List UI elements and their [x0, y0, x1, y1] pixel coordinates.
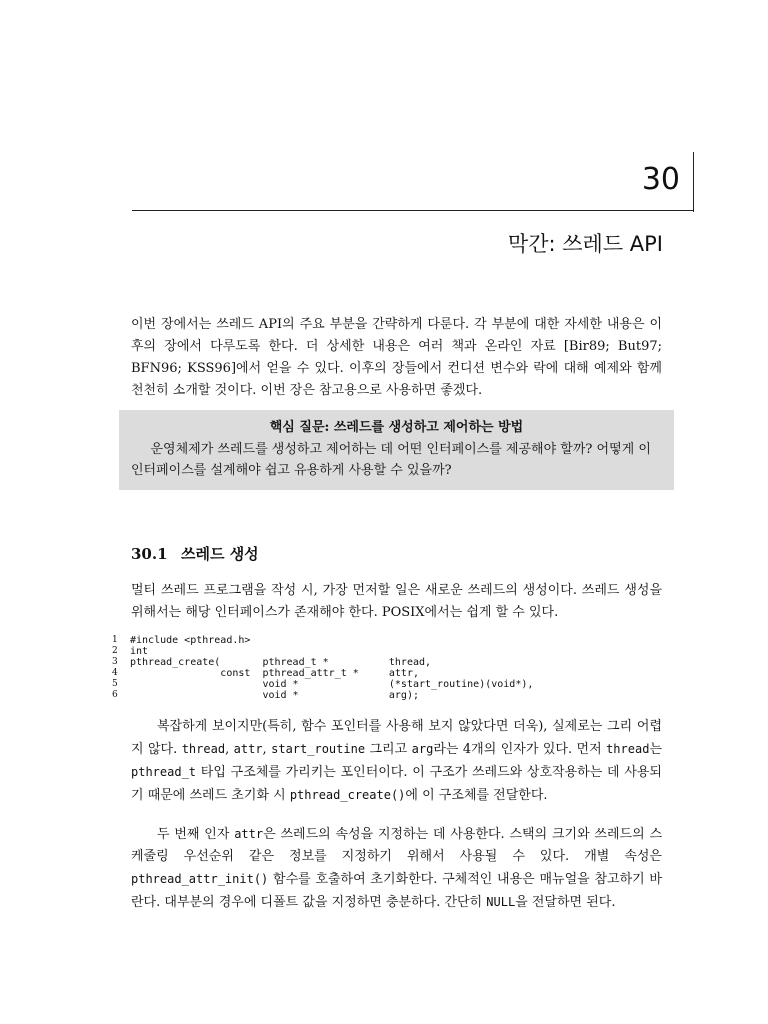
code-line-number: 6 — [112, 690, 118, 700]
code-line-number: 1 — [112, 635, 118, 645]
inline-code: start_routine — [271, 742, 366, 756]
code-line-text: int — [130, 646, 149, 657]
text-run: 함수를 호출하여 초기화한다. 구체적인 내용은 매뉴얼을 참고하기 바란다. 대부분의 경우에 디폴트 값을 지정하면 충분하다. 간단히 — [131, 872, 662, 910]
paragraph-attr — [131, 823, 662, 914]
code-line-text: const pthread_attr_t * attr, — [130, 668, 419, 679]
paragraph-arguments — [131, 716, 662, 807]
text-run: 라는 4개의 인자가 있다. 먼저 — [433, 742, 607, 757]
code-listing — [112, 635, 672, 701]
section-number: 30.1 — [131, 545, 168, 563]
inline-code: thread — [181, 742, 226, 756]
inline-code: attr — [233, 742, 263, 756]
code-line — [112, 668, 672, 679]
inline-code: arg — [411, 742, 434, 756]
text-run: 에 이 구조체를 전달한다. — [405, 788, 548, 803]
inline-code: thread — [606, 742, 650, 756]
text-run: 은 쓰레드의 속성을 지정하는 데 사용한다. 스택의 크기와 쓰레드의 스케줄링 우선순위 같은 정보를 지정하기 위해서 사용될 수 있다. 개별 속성은 — [131, 827, 663, 864]
crux-title: 핵심 질문: 쓰레드를 생성하고 제어하는 방법 — [269, 420, 524, 435]
code-line — [112, 690, 672, 701]
text-run: 는 — [649, 742, 662, 757]
code-line-number: 4 — [112, 668, 118, 678]
text-run: 복잡하게 보이지만(특히, 함수 포인터를 사용해 보지 않았다면 더욱), 실제로는 그리 어렵지 않다. — [131, 719, 662, 757]
text-run: 타입 구조체를 가리키는 포인터이다. 이 구조가 쓰레드와 상호작용하는 데 사용되기 때문에 쓰레드 초기화 시 — [131, 765, 662, 803]
code-line-number: 2 — [112, 646, 118, 656]
intro-paragraph: 이번 장에서는 쓰레드 API의 주요 부분을 간략하게 다룬다. 각 부분에 대한 자세한 내용은 이후의 장에서 다루도록 한다. 더 상세한 내용은 여러 책과 온라인 자료 [Bir89; But97; BFN96; KSS96]에서 얻을 수 있다. 이후의 장들에서 컨디션 변수와 락에 대해 예제와 함께 천천히 소개할 것이다. 이번 장은 참고용으로 사용하면 좋겠다. — [131, 317, 662, 398]
inline-code: NULL — [486, 895, 516, 909]
chapter-vertical-rule — [693, 152, 694, 212]
text-run: 그리고 — [365, 742, 412, 757]
crux-body: 운영체제가 쓰레드를 생성하고 제어하는 데 어떤 인터페이스를 제공해야 할까? 어떻게 이 인터페이스를 설계해야 쉽고 유용하게 사용할 수 있을까? — [131, 442, 651, 478]
code-line — [112, 657, 672, 668]
code-line — [112, 635, 672, 646]
code-line-text: #include <pthread.h> — [130, 635, 251, 646]
code-line-text: pthread_create( pthread_t * thread, — [130, 657, 432, 668]
code-line-number: 3 — [112, 657, 118, 667]
chapter-horizontal-rule — [132, 210, 694, 211]
code-line-text: void * arg); — [130, 690, 419, 701]
text-run: 을 전달하면 된다. — [515, 895, 616, 910]
text-run: 두 번째 인자 — [157, 827, 235, 842]
text-run: , — [225, 742, 234, 757]
text-run: , — [262, 742, 272, 757]
crux-box — [119, 410, 674, 490]
code-line-text: void * (*start_routine)(void*), — [130, 679, 534, 690]
inline-code: pthread_create() — [289, 788, 406, 802]
inline-code: pthread_attr_init() — [131, 872, 269, 886]
section-heading — [131, 543, 259, 565]
paragraph-thread-creation: 멀티 쓰레드 프로그램을 작성 시, 가장 먼저할 일은 새로운 쓰레드의 생성이다. 쓰레드 생성을 위해서는 해당 인터페이스가 존재해야 한다. POSIX에서는 쉽게 할 수 있다. — [131, 583, 662, 620]
chapter-number: 30 — [641, 162, 680, 197]
inline-code: pthread_t — [131, 765, 197, 779]
code-line — [112, 679, 672, 690]
code-line — [112, 646, 672, 657]
code-line-number: 5 — [112, 679, 118, 689]
section-title: 쓰레드 생성 — [181, 545, 259, 563]
inline-code: attr — [234, 827, 264, 841]
chapter-title: 막간: 쓰레드 API — [507, 232, 663, 256]
